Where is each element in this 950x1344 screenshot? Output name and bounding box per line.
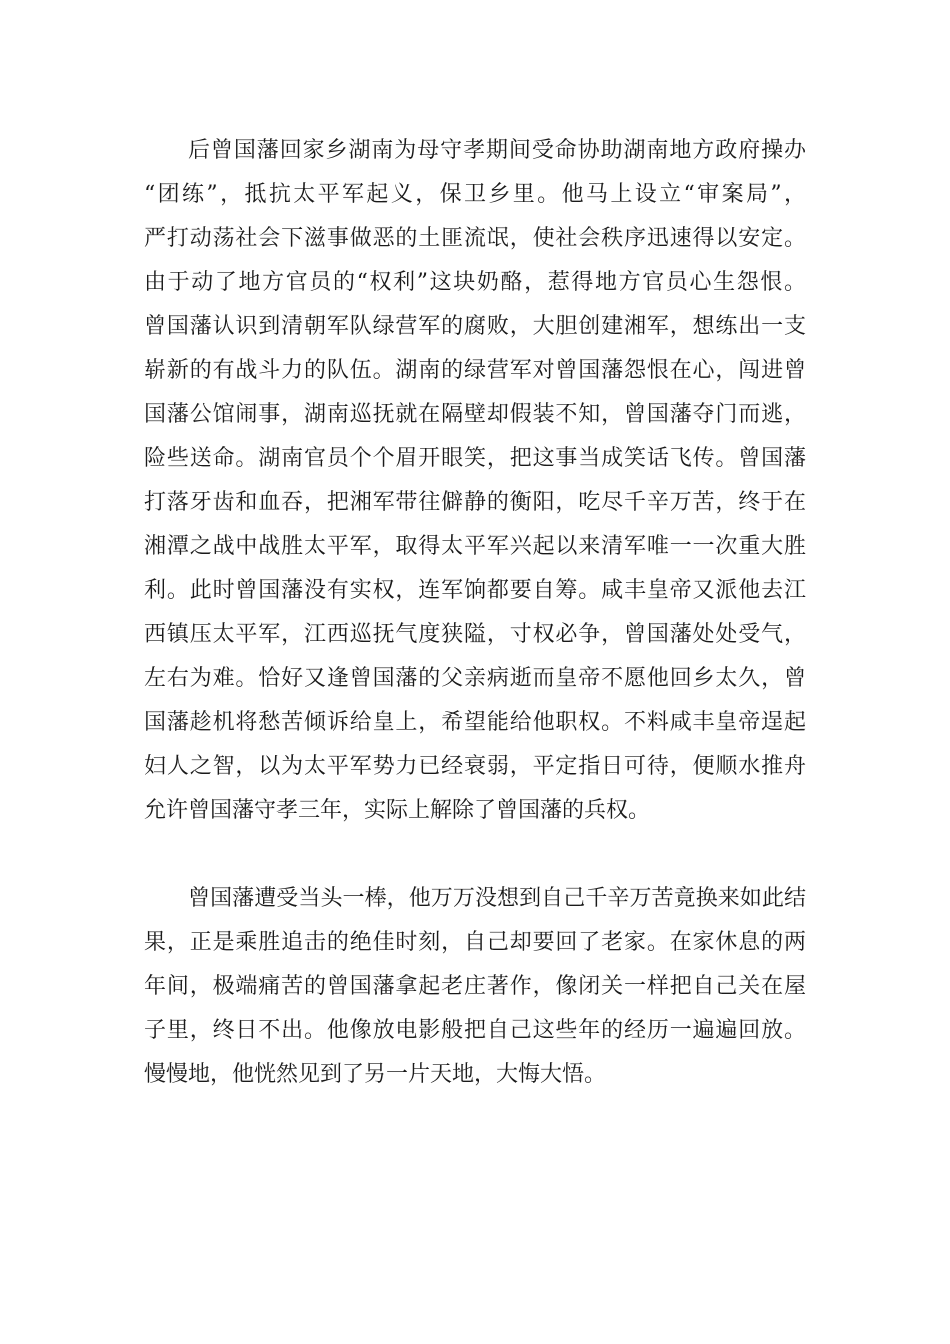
text-line: 子里，终日不出。他像放电影般把自己这些年的经历一遍遍回放。 — [144, 1018, 806, 1043]
body-text — [144, 129, 806, 1097]
paragraph-spacer — [144, 833, 806, 877]
text-line: 崭新的有战斗力的队伍。湖南的绿营军对曾国藩怨恨在心，闯进曾 — [144, 358, 806, 383]
text-line: 后曾国藩回家乡湖南为母守孝期间受命协助湖南地方政府操办 — [188, 138, 806, 163]
text-line: 果，正是乘胜追击的绝佳时刻，自己却要回了老家。在家休息的两 — [144, 930, 806, 955]
text-line: 国藩趁机将愁苦倾诉给皇上，希望能给他职权。不料咸丰皇帝逞起 — [144, 710, 806, 735]
text-line: 西镇压太平军，江西巡抚气度狭隘，寸权必争，曾国藩处处受气， — [144, 622, 806, 647]
text-line: 湘潭之战中战胜太平军，取得太平军兴起以来清军唯一一次重大胜 — [144, 534, 806, 559]
paragraph-2 — [144, 877, 806, 1097]
text-line: 利。此时曾国藩没有实权，连军饷都要自筹。咸丰皇帝又派他去江 — [144, 578, 806, 603]
text-line: 国藩公馆闹事，湖南巡抚就在隔壁却假装不知，曾国藩夺门而逃， — [144, 402, 806, 427]
text-line: 年间，极端痛苦的曾国藩拿起老庄著作，像闭关一样把自己关在屋 — [144, 974, 806, 999]
text-line: 险些送命。湖南官员个个眉开眼笑，把这事当成笑话飞传。曾国藩 — [144, 446, 806, 471]
text-line: 左右为难。恰好又逢曾国藩的父亲病逝而皇帝不愿他回乡太久，曾 — [144, 666, 806, 691]
text-line: 严打动荡社会下滋事做恶的土匪流氓，使社会秩序迅速得以安定。 — [144, 226, 806, 251]
text-line: “团练”，抵抗太平军起义，保卫乡里。他马上设立“审案局”， — [144, 182, 806, 207]
text-line: 妇人之智，以为太平军势力已经衰弱，平定指日可待，便顺水推舟 — [144, 754, 806, 779]
text-line: 慢慢地，他恍然见到了另一片天地，大悔大悟。 — [144, 1062, 607, 1087]
paragraph-1 — [144, 129, 806, 833]
text-line: 曾国藩遭受当头一棒，他万万没想到自己千辛万苦竟换来如此结 — [188, 886, 806, 911]
text-line: 打落牙齿和血吞，把湘军带往僻静的衡阳，吃尽千辛万苦，终于在 — [144, 490, 806, 515]
text-line: 曾国藩认识到清朝军队绿营军的腐败，大胆创建湘军，想练出一支 — [144, 314, 806, 339]
text-line: 允许曾国藩守孝三年，实际上解除了曾国藩的兵权。 — [144, 798, 651, 823]
text-line: 由于动了地方官员的“权利”这块奶酪，惹得地方官员心生怨恨。 — [144, 270, 806, 295]
